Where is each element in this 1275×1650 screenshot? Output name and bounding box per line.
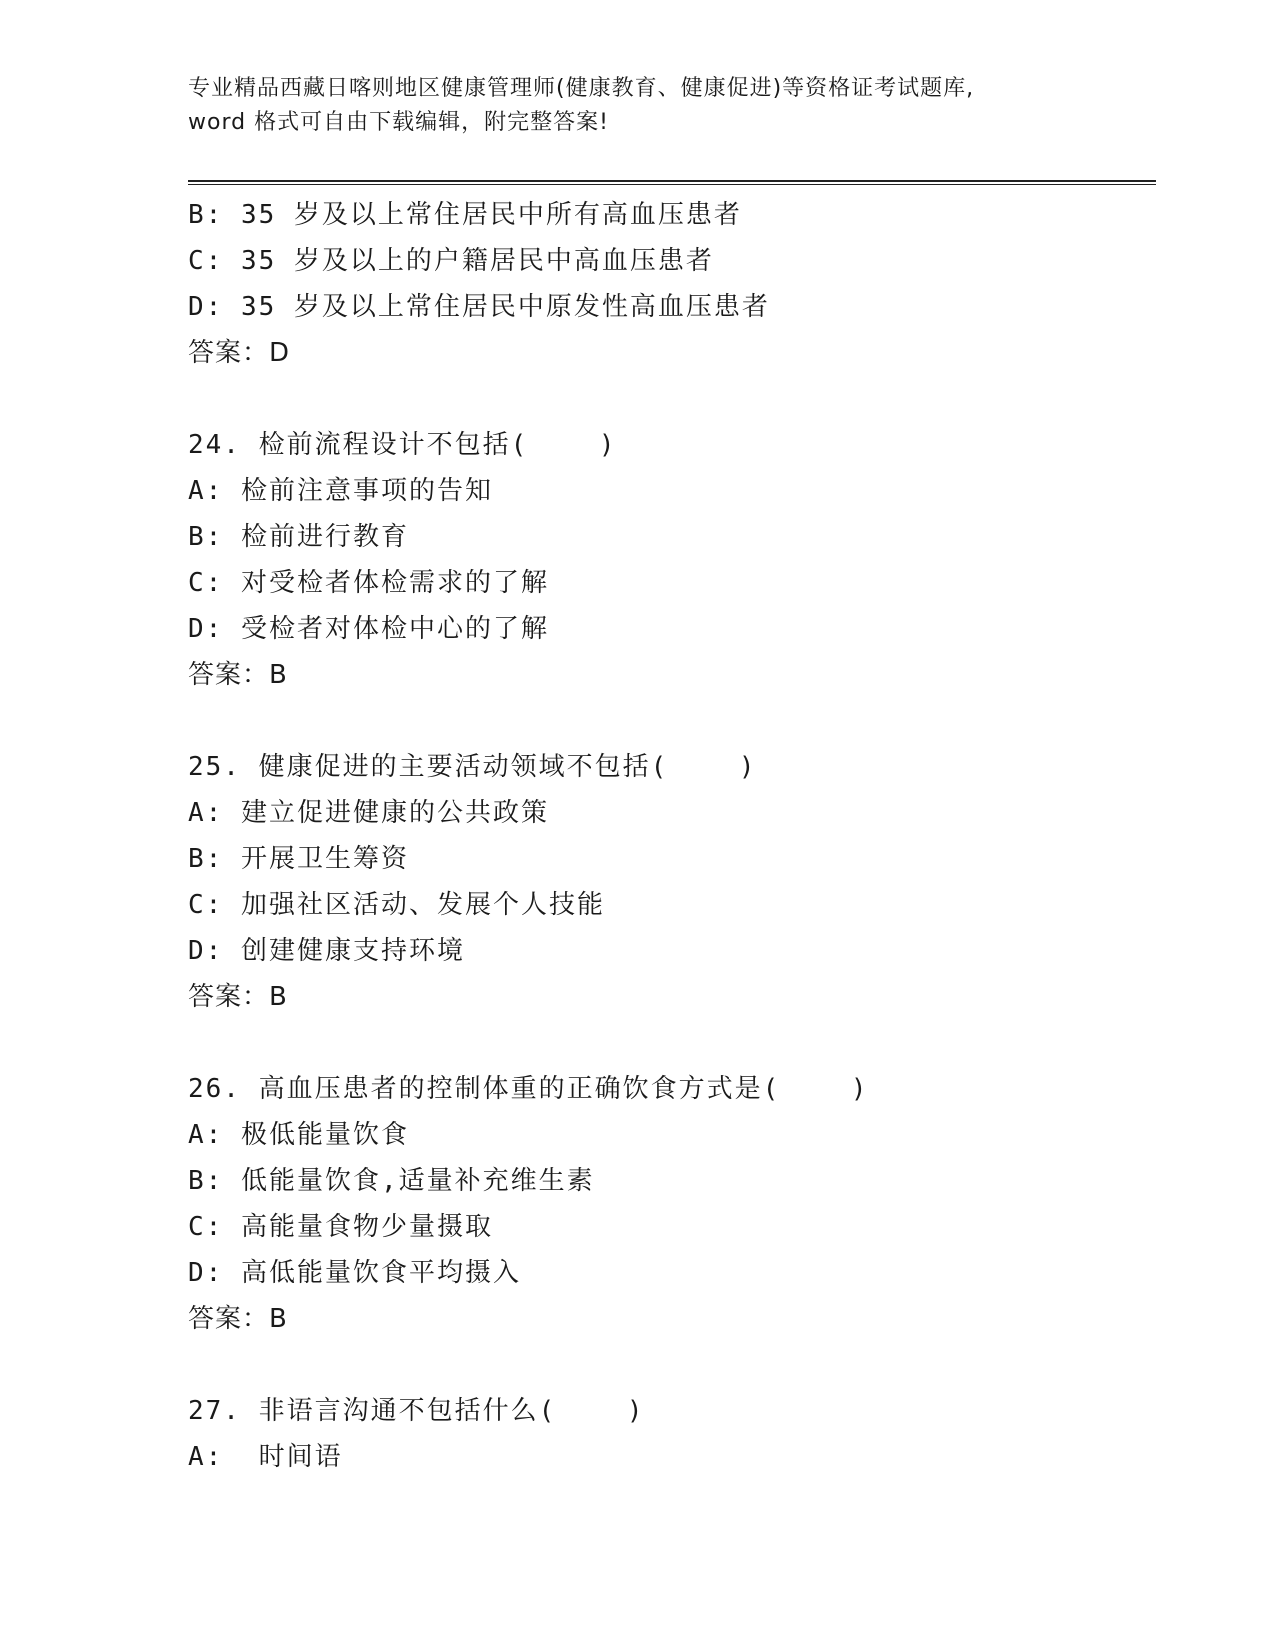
option-a: A: 时间语: [188, 1442, 343, 1472]
option-c: C: 35 岁及以上的户籍居民中高血压患者: [188, 246, 714, 276]
question-block-26: [188, 1066, 1156, 1342]
question-block-23: [188, 192, 1156, 376]
option-a: A: 建立促进健康的公共政策: [188, 798, 549, 828]
question-text: 24. 检前流程设计不包括( ): [188, 430, 617, 460]
answer-line: 答案：B: [188, 660, 288, 690]
question-block-24: [188, 422, 1156, 698]
option-b: B: 低能量饮食,适量补充维生素: [188, 1166, 595, 1196]
spacer: [188, 1020, 1156, 1066]
header-rule-thick: [188, 180, 1156, 182]
option-d: D: 35 岁及以上常住居民中原发性高血压患者: [188, 292, 770, 322]
question-text: 25. 健康促进的主要活动领域不包括( ): [188, 752, 757, 782]
spacer: [188, 698, 1156, 744]
header-rule-thin: [188, 184, 1156, 185]
option-d: D: 受检者对体检中心的了解: [188, 614, 549, 644]
option-b: B: 35 岁及以上常住居民中所有高血压患者: [188, 200, 742, 230]
option-a: A: 检前注意事项的告知: [188, 476, 493, 506]
option-b: B: 开展卫生筹资: [188, 844, 409, 874]
option-d: D: 创建健康支持环境: [188, 936, 465, 966]
header-line-2: word 格式可自由下载编辑，附完整答案!: [188, 110, 609, 135]
question-text: 26. 高血压患者的控制体重的正确饮食方式是( ): [188, 1074, 869, 1104]
spacer: [188, 1342, 1156, 1388]
answer-line: 答案：B: [188, 982, 288, 1012]
question-list: [188, 192, 1156, 1480]
option-c: C: 对受检者体检需求的了解: [188, 568, 549, 598]
header-line-1: 专业精品西藏日喀则地区健康管理师(健康教育、健康促进)等资格证考试题库,: [188, 76, 975, 101]
document-header: [188, 72, 1148, 140]
option-d: D: 高低能量饮食平均摄入: [188, 1258, 521, 1288]
option-c: C: 加强社区活动、发展个人技能: [188, 890, 605, 920]
answer-line: 答案：D: [188, 338, 291, 368]
question-block-25: [188, 744, 1156, 1020]
question-text: 27. 非语言沟通不包括什么( ): [188, 1396, 645, 1426]
option-b: B: 检前进行教育: [188, 522, 409, 552]
answer-line: 答案：B: [188, 1304, 288, 1334]
spacer: [188, 376, 1156, 422]
option-a: A: 极低能量饮食: [188, 1120, 409, 1150]
option-c: C: 高能量食物少量摄取: [188, 1212, 493, 1242]
question-block-27: [188, 1388, 1156, 1480]
